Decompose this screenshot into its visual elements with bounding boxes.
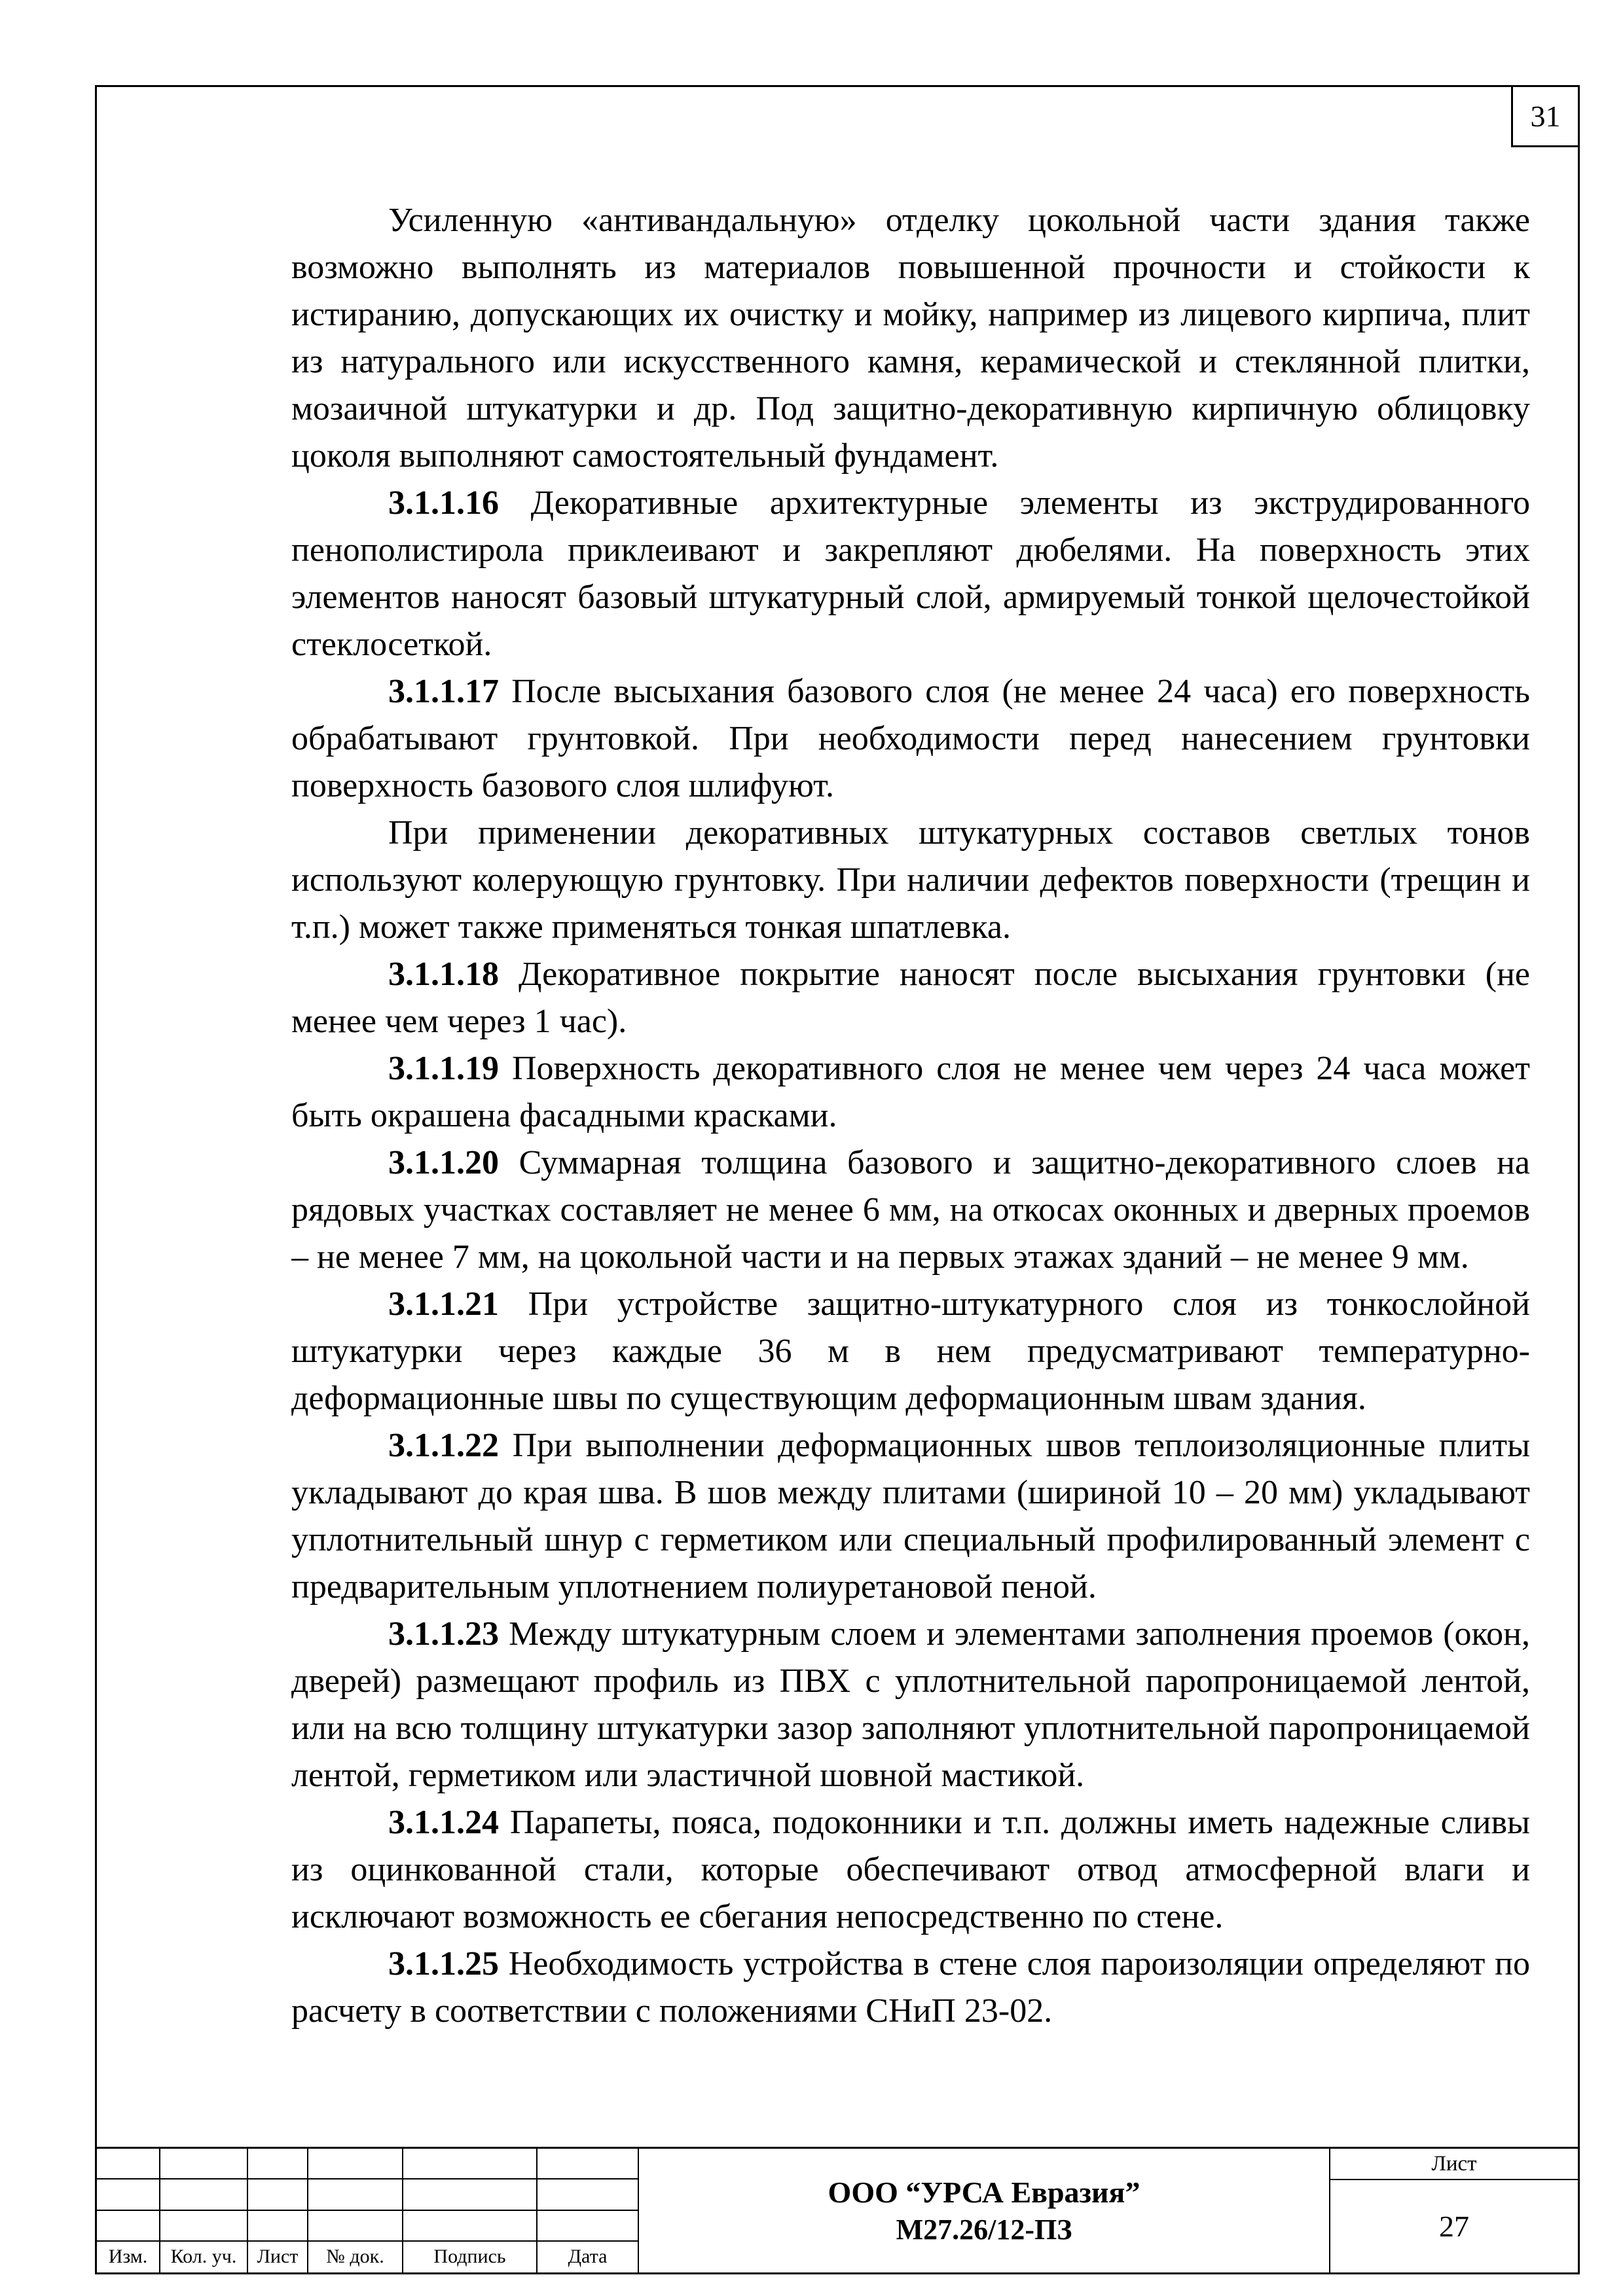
titleblock-empty-cell: [403, 2179, 536, 2210]
clause-number: 3.1.1.17: [388, 673, 499, 710]
page-number-box: [1511, 87, 1578, 147]
document-body: [291, 197, 1530, 2151]
titleblock-empty-cell: [160, 2149, 247, 2179]
titleblock-empty-cell: [248, 2211, 307, 2242]
titleblock-empty-cell: [538, 2149, 638, 2179]
titleblock-empty-cell: [97, 2211, 159, 2242]
clause-number: 3.1.1.23: [388, 1615, 499, 1653]
titleblock-empty-cell: [538, 2211, 638, 2242]
titleblock-empty-cell: [160, 2179, 247, 2210]
titleblock-column-label: Дата: [568, 2246, 608, 2268]
page-number: 31: [1530, 99, 1561, 133]
titleblock-column: [248, 2149, 308, 2272]
clause-number: 3.1.1.22: [388, 1427, 499, 1464]
paragraph: При применении декоративных штукатурных составов светлых тонов используют колерующую грунтовку. При наличии дефектов поверхности (трещин и т.п.) может также применяться тонкая шпатлевка.: [291, 814, 1530, 946]
titleblock-columns: [97, 2149, 639, 2272]
paragraph: 3.1.1.19 Поверхность декоративного слоя не менее чем через 24 часа может быть окрашена фасадными красками.: [291, 1050, 1530, 1134]
clause-number: 3.1.1.16: [388, 484, 499, 522]
titleblock-column-label: Кол. уч.: [170, 2246, 237, 2268]
titleblock-empty-cell: [403, 2211, 536, 2242]
titleblock-column: [403, 2149, 538, 2272]
titleblock-empty-cell: [403, 2149, 536, 2179]
titleblock-column-label: Подпись: [433, 2246, 506, 2268]
titleblock-column: [97, 2149, 160, 2272]
page-frame: [95, 85, 1580, 2274]
titleblock-empty-cell: [308, 2179, 402, 2210]
clause-number: 3.1.1.19: [388, 1050, 499, 1087]
titleblock-empty-cell: [160, 2211, 247, 2242]
titleblock-column-label: Лист: [257, 2246, 299, 2268]
paragraph: Усиленную «антивандальную» отделку цокольной части здания также возможно выполнять из материалов повышенной прочности и стойкости к истиранию, допускающих их очистку и мойку, например из лицевого кирпича, плит из натурального или искусственного камня, керамической и стеклянной плитки, мозаичной штукатурки и др. Под защитно-декоративную кирпичную облицовку цоколя выполняют самостоятельный фундамент.: [291, 202, 1530, 475]
titleblock-sheet-section: [1330, 2149, 1578, 2272]
titleblock-center: [639, 2149, 1330, 2272]
clause-number: 3.1.1.25: [388, 1945, 499, 1982]
clause-number: 3.1.1.20: [388, 1144, 499, 1181]
titleblock-empty-cell: [248, 2179, 307, 2210]
paragraph: 3.1.1.20 Суммарная толщина базового и защитно-декоративного слоев на рядовых участках составляет не менее 6 мм, на откосах оконных и дверных проемов – не менее 7 мм, на цокольной части и на первых этажах зданий – не менее 9 мм.: [291, 1144, 1530, 1276]
titleblock-empty-cell: [248, 2149, 307, 2179]
clause-number: 3.1.1.18: [388, 956, 499, 993]
paragraph: 3.1.1.21 При устройстве защитно-штукатурного слоя из тонкослойной штукатурки через каждые 36 м в нем предусматривают температурно-деформационные швы по существующим деформационным швам здания.: [291, 1285, 1530, 1417]
paragraph: 3.1.1.18 Декоративное покрытие наносят после высыхания грунтовки (не менее чем через 1 час).: [291, 956, 1530, 1040]
titleblock-empty-cell: [308, 2211, 402, 2242]
paragraph-list: [291, 197, 1530, 2035]
company-name: ООО “УРСА Евразия”: [828, 2175, 1140, 2209]
titleblock-column-label: № док.: [326, 2246, 384, 2268]
clause-number: 3.1.1.21: [388, 1285, 499, 1323]
titleblock-empty-cell: [538, 2179, 638, 2210]
titleblock-empty-cell: [97, 2179, 159, 2210]
paragraph: 3.1.1.23 Между штукатурным слоем и элементами заполнения проемов (окон, дверей) размещают профиль из ПВХ с уплотнительной паропроницаемой лентой, или на всю толщину штукатурки зазор заполняют уплотнительной паропроницаемой лентой, герметиком или эластичной шовной мастикой.: [291, 1615, 1530, 1794]
paragraph: 3.1.1.24 Парапеты, пояса, подоконники и т.п. должны иметь надежные сливы из оцинкованной стали, которые обеспечивают отвод атмосферной влаги и исключают возможность ее сбегания непосредственно по стене.: [291, 1804, 1530, 1935]
paragraph: 3.1.1.16 Декоративные архитектурные элементы из экструдированного пенополистирола приклеивают и закрепляют дюбелями. На поверхность этих элементов наносят базовый штукатурный слой, армируемый тонкой щелочестойкой стеклосеткой.: [291, 484, 1530, 663]
clause-number: 3.1.1.24: [388, 1804, 499, 1841]
titleblock-empty-cell: [97, 2149, 159, 2179]
paragraph: 3.1.1.25 Необходимость устройства в стене слоя пароизоляции определяют по расчету в соответствии с положениями СНиП 23-02.: [291, 1945, 1530, 2030]
titleblock-column: [538, 2149, 639, 2272]
sheet-number: 27: [1439, 2210, 1469, 2243]
sheet-label: Лист: [1330, 2149, 1578, 2180]
title-block: [97, 2147, 1578, 2272]
titleblock-column: [308, 2149, 403, 2272]
titleblock-column: [160, 2149, 248, 2272]
paragraph: 3.1.1.22 При выполнении деформационных швов теплоизоляционные плиты укладывают до края шва. В шов между плитами (шириной 10 – 20 мм) укладывают уплотнительный шнур с герметиком или специальный профилированный элемент с предварительным уплотнением полиуретановой пеной.: [291, 1427, 1530, 1605]
titleblock-column-label: Изм.: [108, 2246, 148, 2268]
document-number: М27.26/12-ПЗ: [896, 2213, 1072, 2246]
titleblock-empty-cell: [308, 2149, 402, 2179]
paragraph: 3.1.1.17 После высыхания базового слоя (не менее 24 часа) его поверхность обрабатывают грунтовкой. При необходимости перед нанесением грунтовки поверхность базового слоя шлифуют.: [291, 673, 1530, 804]
